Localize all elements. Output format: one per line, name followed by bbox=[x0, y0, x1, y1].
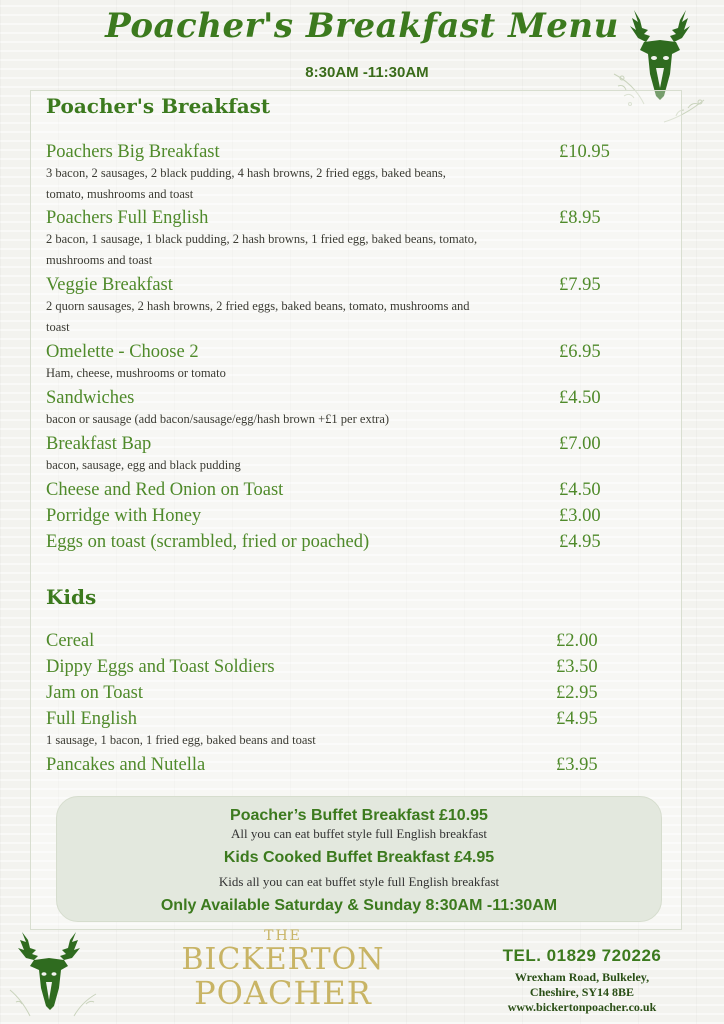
item-name: Jam on Toast bbox=[46, 683, 144, 703]
buffet-box bbox=[56, 796, 662, 922]
menu-item bbox=[46, 433, 646, 476]
item-price: £3.00 bbox=[559, 506, 601, 526]
contact-tel: TEL. 01829 720226 bbox=[502, 946, 662, 965]
buffet-availability: Only Available Saturday & Sunday 8:30AM -11:30AM bbox=[160, 897, 558, 914]
section-title-breakfast: Poacher's Breakfast bbox=[46, 94, 271, 118]
bickerton-poacher-logo bbox=[168, 928, 398, 1018]
item-name: Poachers Big Breakfast bbox=[46, 142, 220, 162]
menu-item bbox=[46, 682, 646, 704]
item-desc: 2 bacon, 1 sausage, 1 black pudding, 2 hash browns, 1 fried egg, baked beans, tomato, mushrooms and toast bbox=[46, 232, 478, 267]
contact-block bbox=[462, 946, 702, 1015]
item-name: Pancakes and Nutella bbox=[46, 755, 206, 775]
section-title-kids: Kids bbox=[46, 585, 97, 609]
item-name: Eggs on toast (scrambled, fried or poached) bbox=[46, 532, 370, 552]
item-name: Veggie Breakfast bbox=[46, 275, 173, 295]
item-price: £4.95 bbox=[556, 709, 598, 729]
menu-item bbox=[46, 141, 646, 205]
item-price: £3.50 bbox=[556, 657, 598, 677]
menu-item bbox=[46, 656, 646, 678]
item-name: Cheese and Red Onion on Toast bbox=[46, 480, 284, 500]
menu-item bbox=[46, 531, 646, 553]
stag-head-icon bbox=[4, 930, 100, 1020]
logo-poacher: POACHER bbox=[194, 974, 372, 1012]
item-price: £7.00 bbox=[559, 434, 601, 454]
item-desc: Ham, cheese, mushrooms or tomato bbox=[46, 366, 226, 380]
buffet-adult-desc: All you can eat buffet style full English breakfast bbox=[230, 826, 488, 841]
item-name: Cereal bbox=[46, 631, 95, 651]
logo-bickerton: BICKERTON bbox=[181, 942, 385, 977]
menu-item bbox=[46, 505, 646, 527]
item-name: Omelette - Choose 2 bbox=[46, 342, 199, 362]
buffet-kids-desc: Kids all you can eat buffet style full English breakfast bbox=[218, 874, 500, 889]
menu-hours: 8:30AM -11:30AM bbox=[305, 64, 429, 81]
contact-address-line2: Cheshire, SY14 8BE bbox=[529, 985, 635, 999]
menu-item bbox=[46, 479, 646, 501]
contact-address-line1: Wrexham Road, Bulkeley, bbox=[514, 970, 650, 984]
item-name: Full English bbox=[46, 709, 137, 729]
menu-item bbox=[46, 630, 646, 652]
logo-the: THE bbox=[264, 928, 302, 944]
item-name: Porridge with Honey bbox=[46, 506, 202, 526]
item-price: £8.95 bbox=[559, 208, 601, 228]
item-desc: 1 sausage, 1 bacon, 1 fried egg, baked beans and toast bbox=[46, 733, 316, 747]
item-desc: 3 bacon, 2 sausages, 2 black pudding, 4 hash browns, 2 fried eggs, baked beans, tomato, mushrooms and toast bbox=[46, 166, 446, 201]
item-price: £3.95 bbox=[556, 755, 598, 775]
item-price: £4.50 bbox=[559, 388, 601, 408]
buffet-kids-title: Kids Cooked Buffet Breakfast £4.95 bbox=[223, 849, 495, 866]
menu-item bbox=[46, 274, 646, 338]
menu-item bbox=[46, 708, 646, 751]
menu-item bbox=[46, 341, 646, 384]
item-name: Dippy Eggs and Toast Soldiers bbox=[46, 657, 275, 677]
item-price: £4.50 bbox=[559, 480, 601, 500]
buffet-adult-title: Poacher’s Buffet Breakfast £10.95 bbox=[230, 807, 488, 824]
contact-website[interactable]: www.bickertonpoacher.co.uk bbox=[507, 1000, 657, 1014]
item-name: Sandwiches bbox=[46, 388, 135, 408]
item-price: £6.95 bbox=[559, 342, 601, 362]
item-name: Poachers Full English bbox=[46, 208, 209, 228]
item-name: Breakfast Bap bbox=[46, 434, 152, 454]
item-price: £7.95 bbox=[559, 275, 601, 295]
item-price: £4.95 bbox=[559, 532, 601, 552]
item-desc: 2 quorn sausages, 2 hash browns, 2 fried eggs, baked beans, tomato, mushrooms and toast bbox=[46, 299, 470, 334]
item-desc: bacon or sausage (add bacon/sausage/egg/hash brown +£1 per extra) bbox=[46, 412, 390, 426]
item-price: £2.00 bbox=[556, 631, 598, 651]
item-price: £2.95 bbox=[556, 683, 598, 703]
item-desc: bacon, sausage, egg and black pudding bbox=[46, 458, 241, 472]
menu-item bbox=[46, 754, 646, 776]
menu-item bbox=[46, 387, 646, 430]
menu-title: Poacher's Breakfast Menu bbox=[105, 6, 619, 46]
item-price: £10.95 bbox=[559, 142, 610, 162]
menu-item bbox=[46, 207, 646, 271]
